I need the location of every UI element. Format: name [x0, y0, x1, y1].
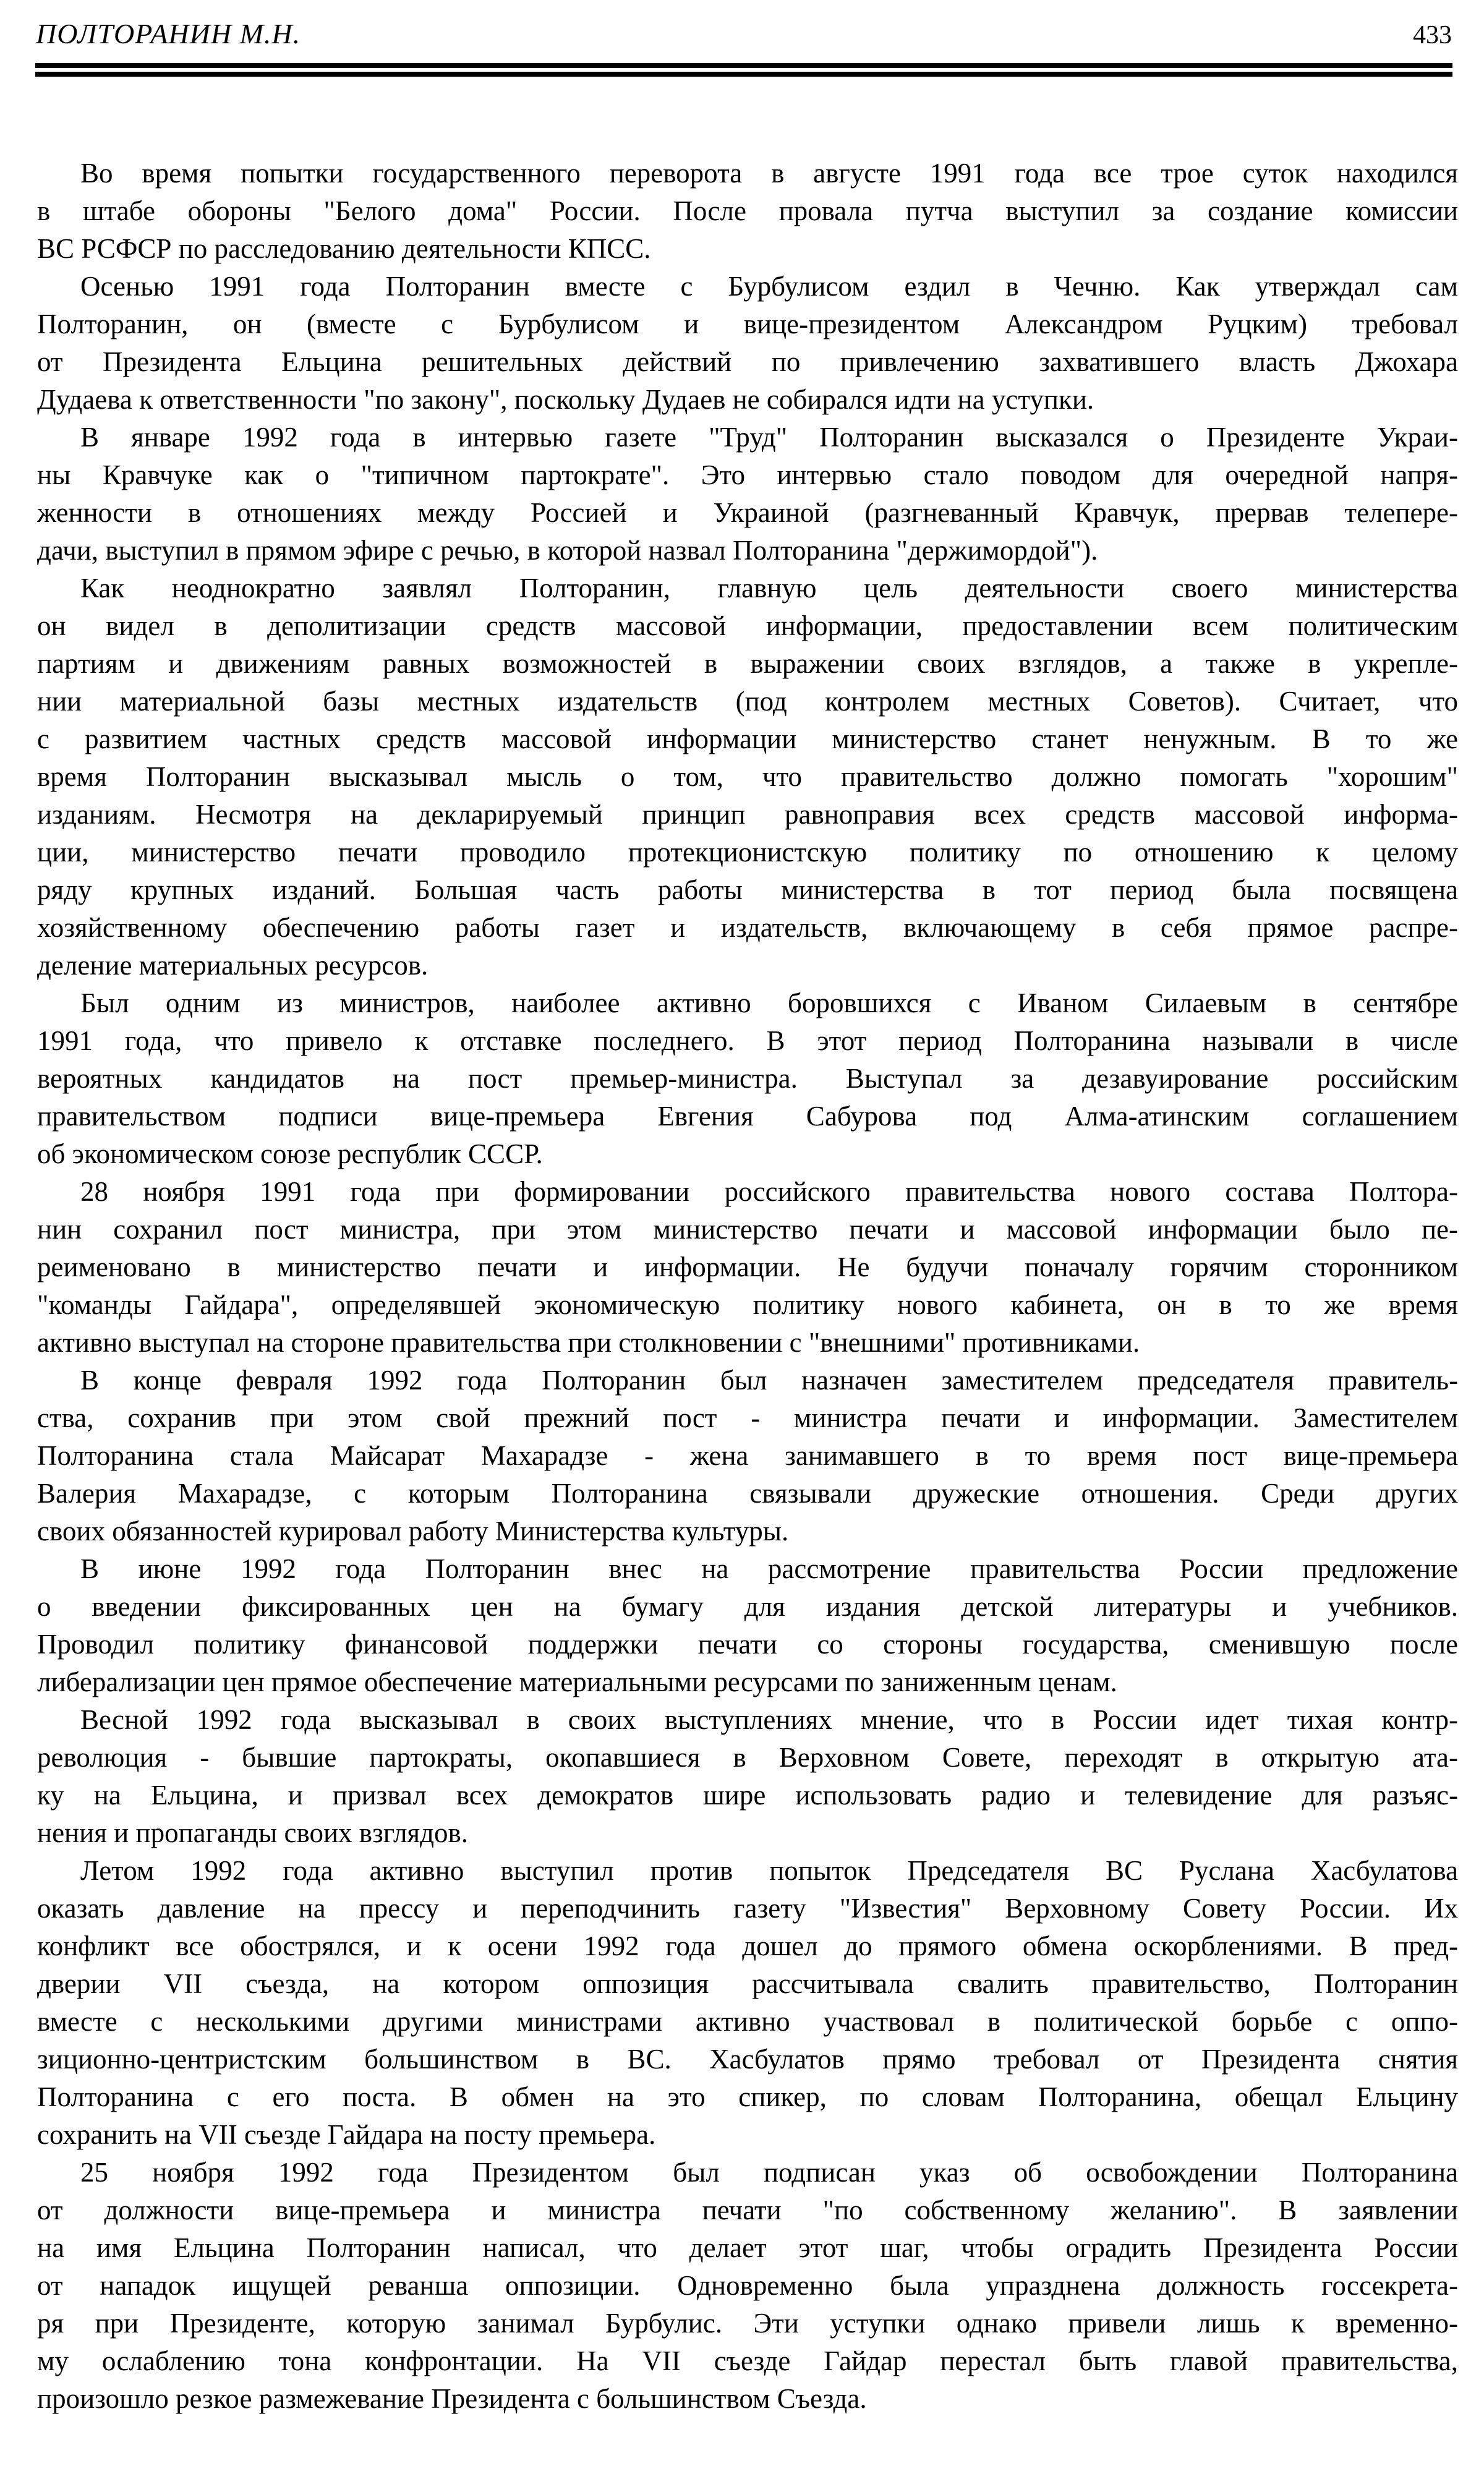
text-line: ции, министерство печати проводило протекционистскую политику по отношению к целому: [37, 837, 1458, 868]
text-line: 1991 года, что привело к отставке последнего. В этот период Полторанина называли в числе: [37, 1025, 1458, 1056]
text-line: о введении фиксированных цен на бумагу для издания детской литературы и учебников.: [37, 1591, 1458, 1622]
text-line: вместе с несколькими другими министрами активно участвовал в политической борьбе с оппо-: [37, 2006, 1458, 2037]
paragraph: [37, 1550, 1458, 1701]
text-line: "команды Гайдара", определявшей экономическую политику нового кабинета, он в то же время: [37, 1289, 1458, 1320]
text-line: об экономическом союзе республик СССР.: [37, 1138, 543, 1169]
text-line: Был одним из министров, наиболее активно боровшихся с Иваном Силаевым в сентябре: [80, 988, 1458, 1018]
text-line: изданиям. Несмотря на декларируемый принцип равноправия всех средств массовой информа-: [37, 799, 1458, 830]
text-line: произошло резкое размежевание Президента с большинством Съезда.: [37, 2383, 867, 2414]
paragraph: [37, 570, 1458, 984]
text-line: от Президента Ельцина решительных действий по привлечению захватившего власть Джохара: [37, 346, 1458, 377]
text-line: партиям и движениям равных возможностей в выражении своих взглядов, а также в укрепле-: [37, 648, 1458, 679]
text-line: правительством подписи вице-премьера Евгения Сабурова под Алма-атинским соглашением: [37, 1101, 1458, 1132]
rule-line-top: [35, 63, 1452, 68]
running-head: ПОЛТОРАНИН М.Н.: [36, 18, 301, 49]
text-line: зиционно-центристским большинством в ВС. Хасбулатов прямо требовал от Президента снятия: [37, 2044, 1458, 2075]
rule-line-bottom: [35, 72, 1452, 77]
text-line: 28 ноября 1991 года при формировании российского правительства нового состава Полтора-: [80, 1176, 1458, 1207]
text-line: Полторанина с его поста. В обмен на это спикер, по словам Полторанина, обещал Ельцину: [37, 2081, 1458, 2112]
text-line: от нападок ищущей реванша оппозиции. Одновременно была упразднена должность госсекрета-: [37, 2270, 1458, 2301]
text-line: В июне 1992 года Полторанин внес на рассмотрение правительства России предложение: [80, 1553, 1458, 1584]
text-line: Как неоднократно заявлял Полторанин, главную цель деятельности своего министерства: [80, 573, 1458, 604]
text-line: с развитием частных средств массовой информации министерство станет ненужным. В то же: [37, 723, 1458, 754]
page-body-text: [37, 155, 1458, 2418]
text-line: ВС РСФСР по расследованию деятельности КПСС.: [37, 233, 651, 264]
paragraph: [37, 1362, 1458, 1550]
text-line: Валерия Махарадзе, с которым Полторанина связывали дружеские отношения. Среди других: [37, 1478, 1458, 1509]
text-line: он видел в деполитизации средств массовой информации, предоставлении всем политическим: [37, 610, 1458, 641]
paragraph: [37, 1173, 1458, 1362]
paragraph: [37, 1852, 1458, 2154]
text-line: деление материальных ресурсов.: [37, 950, 429, 981]
text-line: Полторанин, он (вместе с Бурбулисом и вице-президентом Александром Руцким) требовал: [37, 309, 1458, 339]
paragraph: [37, 419, 1458, 570]
paragraph: [37, 268, 1458, 419]
text-line: активно выступал на стороне правительства при столкновении с "внешними" противниками.: [37, 1327, 1140, 1358]
text-line: своих обязанностей курировал работу Министерства культуры.: [37, 1516, 789, 1547]
text-line: нин сохранил пост министра, при этом министерство печати и массовой информации было пе-: [37, 1214, 1458, 1245]
text-line: Весной 1992 года высказывал в своих выступлениях мнение, что в России идет тихая контр-: [80, 1704, 1458, 1735]
text-line: ряду крупных изданий. Большая часть работы министерства в тот период была посвящена: [37, 874, 1458, 905]
text-line: му ослаблению тона конфронтации. На VII съезде Гайдар перестал быть главой правительства,: [37, 2345, 1458, 2376]
text-line: нии материальной базы местных издательств (под контролем местных Советов). Считает, что: [37, 686, 1458, 717]
text-line: революция - бывшие партократы, окопавшиеся в Верховном Совете, переходят в открытую ата-: [37, 1742, 1458, 1773]
text-line: Полторанина стала Майсарат Махарадзе - жена занимавшего в то время пост вице-премьера: [37, 1440, 1458, 1471]
text-line: реименовано в министерство печати и информации. Не будучи поначалу горячим сторонником: [37, 1252, 1458, 1282]
text-line: в штабе обороны "Белого дома" России. После провала путча выступил за создание комиссии: [37, 195, 1458, 226]
page-number: 433: [1413, 21, 1452, 49]
text-line: либерализации цен прямое обеспечение материальными ресурсами по заниженным ценам.: [37, 1666, 1117, 1697]
text-line: хозяйственному обеспечению работы газет и издательств, включающему в себя прямое распре-: [37, 912, 1458, 943]
text-line: Летом 1992 года активно выступил против попыток Председателя ВС Руслана Хасбулатова: [80, 1855, 1458, 1886]
double-rule: [35, 63, 1452, 77]
text-line: дверии VII съезда, на котором оппозиция рассчитывала свалить правительство, Полторанин: [37, 1968, 1458, 1999]
text-line: оказать давление на прессу и переподчинить газету "Известия" Верховному Совету России. Их: [37, 1893, 1458, 1924]
text-line: дачи, выступил в прямом эфире с речью, в которой назвал Полторанина "держимордой").: [37, 535, 1098, 566]
text-line: В январе 1992 года в интервью газете "Труд" Полторанин высказался о Президенте Украи-: [80, 422, 1458, 453]
text-line: нения и пропаганды своих взглядов.: [37, 1817, 469, 1848]
text-line: сохранить на VII съезде Гайдара на посту премьера.: [37, 2119, 656, 2150]
text-line: Дудаева к ответственности "по закону", поскольку Дудаев не собирался идти на уступки.: [37, 384, 1094, 415]
text-line: Во время попытки государственного переворота в августе 1991 года все трое суток находился: [80, 158, 1458, 189]
paragraph: [37, 155, 1458, 268]
text-line: Проводил политику финансовой поддержки печати со стороны государства, сменившую после: [37, 1629, 1458, 1660]
text-line: конфликт все обострялся, и к осени 1992 года дошел до прямого обмена оскорблениями. В пред-: [37, 1931, 1458, 1961]
text-line: 25 ноября 1992 года Президентом был подписан указ об освобождении Полторанина: [80, 2157, 1458, 2188]
paragraph: [37, 1701, 1458, 1852]
text-line: от должности вице-премьера и министра печати "по собственному желанию". В заявлении: [37, 2195, 1458, 2225]
text-line: на имя Ельцина Полторанин написал, что делает этот шаг, чтобы оградить Президента России: [37, 2232, 1458, 2263]
paragraph: [37, 2154, 1458, 2418]
text-line: ны Кравчуке как о "типичном партократе". Это интервью стало поводом для очередной напря-: [37, 459, 1458, 490]
page-header: [36, 17, 1452, 50]
paragraph: [37, 984, 1458, 1173]
text-line: Осенью 1991 года Полторанин вместе с Бурбулисом ездил в Чечню. Как утверждал сам: [80, 271, 1458, 302]
text-line: В конце февраля 1992 года Полторанин был назначен заместителем председателя правитель-: [80, 1365, 1458, 1396]
text-line: время Полторанин высказывал мысль о том, что правительство должно помогать "хорошим": [37, 761, 1458, 792]
text-line: вероятных кандидатов на пост премьер-министра. Выступал за дезавуирование российским: [37, 1063, 1458, 1094]
text-line: ства, сохранив при этом свой прежний пост - министра печати и информации. Заместителем: [37, 1402, 1458, 1433]
text-line: женности в отношениях между Россией и Украиной (разгневанный Кравчук, прервав телепере-: [37, 497, 1458, 528]
text-line: ку на Ельцина, и призвал всех демократов шире использовать радио и телевидение для разъяс-: [37, 1780, 1458, 1811]
text-line: ря при Президенте, которую занимал Бурбулис. Эти уступки однако привели лишь к временно-: [37, 2308, 1458, 2339]
